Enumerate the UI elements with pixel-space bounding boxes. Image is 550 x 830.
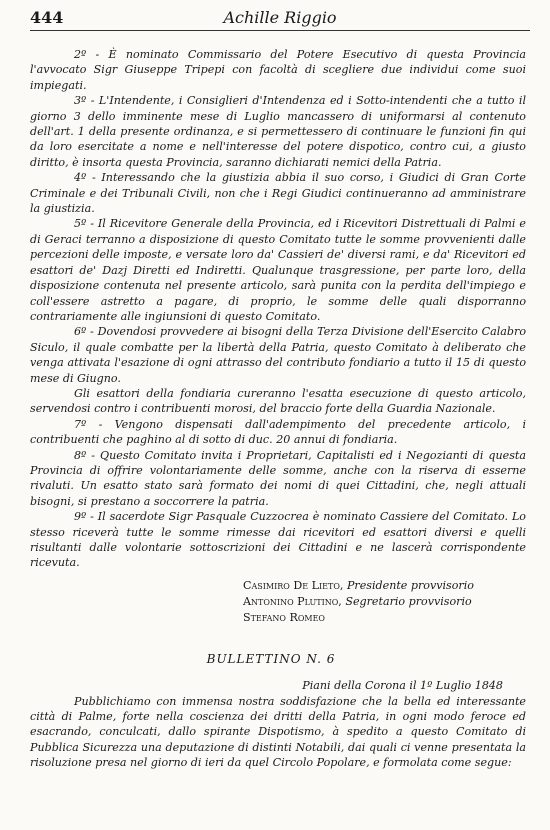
signatory-name: Stefano Romeo (243, 610, 325, 624)
page-header (30, 8, 530, 31)
signature-line: Casimiro De Lieto, Presidente provvisorio (243, 578, 474, 592)
page-body (30, 47, 526, 771)
paragraph-art-8: 8º - Questo Comitato invita i Proprietari, Capitalisti ed i Negozianti di questa Provincia di offrire volontariamente delle somme, anche con la riserva di esserne rivaluti. Un esatto stato sarà formato dei nomi di quei Cittadini, che, negli attuali bisogni, si prestano a soccorrere la patria. (30, 448, 526, 508)
bulletin-text: Pubblichiamo con immensa nostra soddisfazione che la bella ed interessante città di Palme, forte nella coscienza dei dritti della Patria, in ogni modo feroce ed esacrando, conculcati, dallo spirante Dispotismo, à spedito a questo Comitato di Pubblica Sicurezza una deputazione di distinti Notabili, dai quali ci venne presentata la risoluzione presa nel giorno di ieri da quel Circolo Popolare, e formolata come segue: (30, 694, 526, 770)
bulletin-dateline: Piani della Corona il 1º Luglio 1848 (302, 679, 503, 693)
signatory-name: Antonino Plutino (243, 594, 339, 608)
paragraph-art-3: 3º - L'Intendente, i Consiglieri d'Intendenza ed i Sotto-intendenti che a tutto il giorno 3 dello imminente mese di Luglio mancassero di uniformarsi al contenuto dell'art. 1 della presente ordinanza, e si permettessero di continuare le funzioni fin qui da loro esercitate a nome e nell'interesse del potere dispotico, contro cui, a giusto diritto, è insorta questa Provincia, saranno dichiarati nemici della Patria. (30, 94, 526, 169)
bulletin-title: BULLETTINO N. 6 (206, 651, 336, 666)
signature-line (243, 610, 526, 626)
paragraph-art-6-cont: Gli esattori della fondiaria cureranno l'esatta esecuzione di questo articolo, servendosi contro i contribuenti morosi, del braccio forte della Guardia Nazionale. (30, 386, 526, 416)
signature-line: Antonino Plutino, Segretario provvisorio (243, 594, 472, 608)
paragraph-art-2: 2º - È nominato Commissario del Potere Esecutivo di questa Provincia l'avvocato Sigr Giuseppe Tripepi con facoltà di scegliere due individui come suoi impiegati. (30, 48, 526, 92)
paragraph-art-7: 7º - Vengono dispensati dall'adempimento del precedente articolo, i contribuenti che paghino al di sotto di duc. 20 annui di fondiaria. (30, 417, 526, 447)
signatory-role: Segretario provvisorio (345, 594, 472, 608)
paragraph-art-6: 6º - Dovendosi provvedere ai bisogni della Terza Divisione dell'Esercito Calabro Siculo, il quale combatte per la libertà della Patria, questo Comitato à deliberato che venga attivata l'esazione di ogni attrasso del contributo fondiario a tutto il 15 di questo mese di Giugno. (30, 325, 526, 385)
page-number: 444 (30, 8, 64, 27)
paragraph-art-9: 9º - Il sacerdote Sigr Pasquale Cuzzocrea è nominato Cassiere del Comitato. Lo stesso riceverà tutte le somme rimesse dai ricevitori ed esattori diversi e quelli risultanti dalle volontarie sottoscrizioni dei Cittadini e ne lascerà corrispondente ricevuta. (30, 510, 526, 570)
signatory-role: Presidente provvisorio (346, 578, 474, 592)
signatory-name: Casimiro De Lieto (243, 578, 340, 592)
running-head: Achille Riggio (223, 8, 337, 27)
paragraph-art-4: 4º - Interessando che la giustizia abbia il suo corso, i Giudici di Gran Corte Criminale e dei Tribunali Civili, non che i Regi Giudici continueranno ad amministrare la giustizia. (30, 171, 526, 216)
signature-block (243, 578, 526, 626)
paragraph-art-5: 5º - Il Ricevitore Generale della Provincia, ed i Ricevitori Distrettuali di Palmi e di Geraci terranno a disposizione di questo Comitato tutte le somme provvenienti dalle percezioni delle imposte, e versate loro da' Cassieri de' diversi rami, e da' Ricevitori ed esattori de' Dazj Diretti ed Indiretti. Qualunque trasgressione, per parte loro, della disposizione contenuta nel presente articolo, sarà punita con la perdita dell'impiego e coll'essere astretto a pagare, di proprio, le somme delle quali disporranno contrariamente alle ingiunsioni di questo Comitato. (30, 217, 526, 323)
